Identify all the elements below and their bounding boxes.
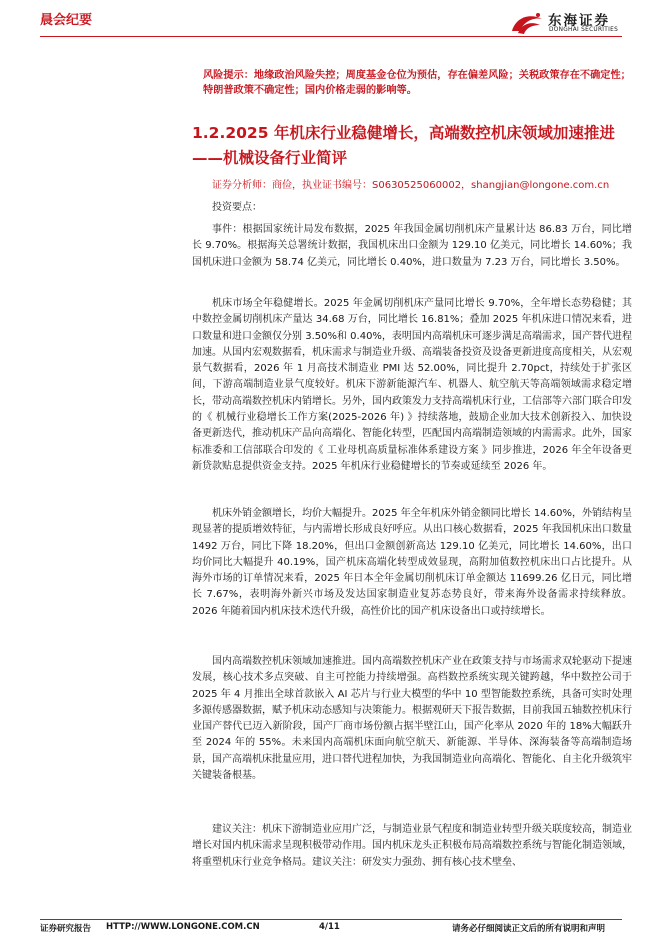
paragraph-high-end: 国内高端数控机床领域加速推进。国内高端数控机床产业在政策支持与市场需求双轮驱动下提速发展，核心技术多点突破、自主可控能力持续增强。高档数控系统实现关键跨越，华中数控公司于 2025 年 4 月推出全球首款嵌入 AI 芯片与行业大模型的华中 10 型智能数控系统，具备可实时处理多源传感器数据，赋予机床动态感知与决策能力。根据观研天下报告数据，目前我国五轴数控机床行业国产替代已迈入新阶段，国产厂商市场份额占据半壁江山，国产化率从 2020 年的 18%大幅跃升至 2024 年的 55%。未来国内高端机床面向航空航天、新能源、半导体、深海装备等高端制造场景，国产高端机床批量应用，进口替代进程加快，为我国制造业向高端化、智能化、自主化升级筑牢关键装备根基。 [192, 656, 632, 782]
paragraph-market: 机床市场全年稳健增长。2025 年金属切削机床产量同比增长 9.70%，全年增长态势稳健；其中数控金属切削机床产量达 34.68 万台，同比增长 16.81%；叠加 2025 年机床进口情况来看，进口数量和进口金额仅分别 3.50%和 0.40%，表明国内高端机床可逐步满足高端需求，国产替代进程加速。从国内宏观数据看，机床需求与制造业升级、高端装备投资及设备更新进度高度相关，从宏观景气数据看，2026 年 1 月高技术制造业 PMI 达 52.00%，同比提升 2.70pct，持续处于扩张区间，下游高端制造业景气度较好。机床下游新能源汽车、机器人、航空航天等高端领域需求稳定增长，带动高端数控机床内销增长。另外，国内政策发力支持高端机床行业，工信部等六部门联合印发的《 机械行业稳增长工作方案(2025-2026 年) 》持续落地，鼓励企业加大技术创新投入、加快设备更新迭代，推动机床产品向高端化、智能化转型，匹配国内高端制造领域的内需需求。此外，国家标准委和工信部联合印发的《 工业母机高质量标准体系建设方案 》同步推进，2026 年全年设备更新贷款贴息提供资金支持。2025 年机床行业稳健增长的节奏或延续至 2026 年。 [192, 298, 632, 472]
footer-url[interactable]: HTTP://WWW.LONGONE.COM.CN [106, 922, 260, 932]
paragraph-event: 事件：根据国家统计局发布数据，2025 年我国金属切削机床产量累计达 86.83 万台，同比增长 9.70%。根据海关总署统计数据，我国机床出口金额为 129.10 亿美元，同比增长 14.60%；我国机床进口金额为 58.74 亿美元，同比增长 0.40%，进口数量为 7.23 万台，同比增长 3.50%。 [192, 224, 632, 268]
section-title: 晨会纪要 [40, 13, 93, 28]
section-heading: 1.2.2025 年机床行业稳健增长，高端数控机床领域加速推进——机械设备行业简评 [192, 124, 615, 167]
header-divider [40, 36, 622, 37]
footer-divider [40, 919, 622, 920]
risk-warning: 风险提示：地缘政治风险失控；周度基金仓位为预估，存在偏差风险；关税政策存在不确定性；特朗普政策不确定性；国内价格走弱的影响等。 [203, 70, 631, 96]
paragraph-recommendation: 建议关注：机床下游制造业应用广泛，与制造业景气程度和制造业转型升级关联度较高，制造业增长对国内机床需求呈现积极带动作用。国内机床龙头正积极布局高端数控系统与智能化制造领域，将重塑机床行业竞争格局。建议关注：研发实力强劲、拥有核心技术壁垒、 [192, 824, 632, 868]
analyst-info: 证券分析师：商俭，执业证书编号：S0630525060002，shangjian@longone.com.cn [212, 180, 610, 191]
points-label: 投资要点： [212, 202, 262, 213]
logo-name-cn: 东海证券 [548, 13, 610, 29]
paragraph-export: 机床外销金额增长，均价大幅提升。2025 年全年机床外销金额同比增长 14.60%，外销结构呈现显著的提质增效特征，与内需增长形成良好呼应。从出口核心数据看，2025 年我国机床出口数量 1492 万台，同比下降 18.20%，但出口金额创新高达 129.10 亿美元，同比增长 14.60%，出口均价同比大幅提升 40.19%，国产机床高端化转型成效显现，高附加值数控机床出口占比提升。从海外市场的订单情况来看，2025 年日本全年金属切削机床订单金额达 11699.26 亿日元，同比增长 7.67%，表明海外新兴市场及发达国家制造业复苏态势良好，带来海外设备需求持续释放。2026 年随着国内机床技术迭代升级，高性价比的国产机床设备出口或持续增长。 [192, 508, 632, 617]
footer-disclaimer: 请务必仔细阅读正文后的所有说明和声明 [452, 924, 606, 934]
logo-mark-icon [512, 13, 542, 34]
footer-label: 证券研究报告 [40, 924, 92, 934]
page-number: 4/11 [319, 922, 340, 932]
logo-name-en: DONGHAI SECURITIES [549, 27, 619, 33]
